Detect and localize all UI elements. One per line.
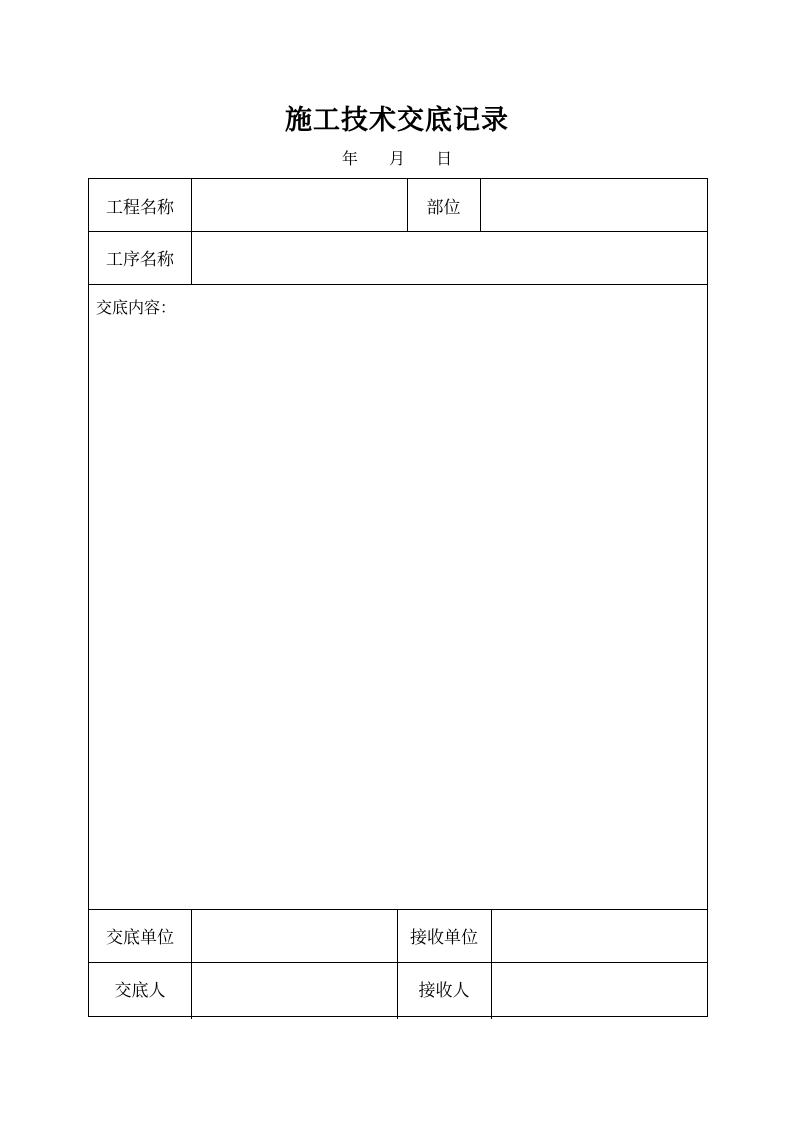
- receiving-unit-label: 接收单位: [410, 928, 478, 948]
- issuer-field[interactable]: [192, 962, 397, 1015]
- project-name-label: 工程名称: [106, 197, 174, 218]
- content-field[interactable]: [89, 319, 706, 907]
- process-name-label: 工序名称: [106, 250, 174, 270]
- date-year-label: 年: [341, 149, 358, 168]
- date-day-label: 日: [436, 149, 453, 168]
- issuer-label: 交底人: [114, 981, 166, 1001]
- issuing-unit-label: 交底单位: [106, 928, 174, 948]
- location-label: 部位: [426, 197, 461, 218]
- receiver-field[interactable]: [492, 962, 706, 1015]
- receiving-unit-field[interactable]: [492, 909, 706, 962]
- document-title: 施工技术交底记录: [285, 105, 509, 136]
- location-field[interactable]: [481, 179, 706, 231]
- receiver-label: 接收人: [418, 981, 470, 1001]
- content-label: 交底内容：: [96, 298, 177, 317]
- row-divider: [89, 284, 707, 285]
- date-month-label: 月: [388, 149, 405, 168]
- disclosure-form: [88, 178, 708, 1017]
- process-name-field[interactable]: [192, 231, 706, 284]
- issuing-unit-field[interactable]: [192, 909, 397, 962]
- date-line: [0, 146, 794, 169]
- project-name-field[interactable]: [192, 179, 407, 231]
